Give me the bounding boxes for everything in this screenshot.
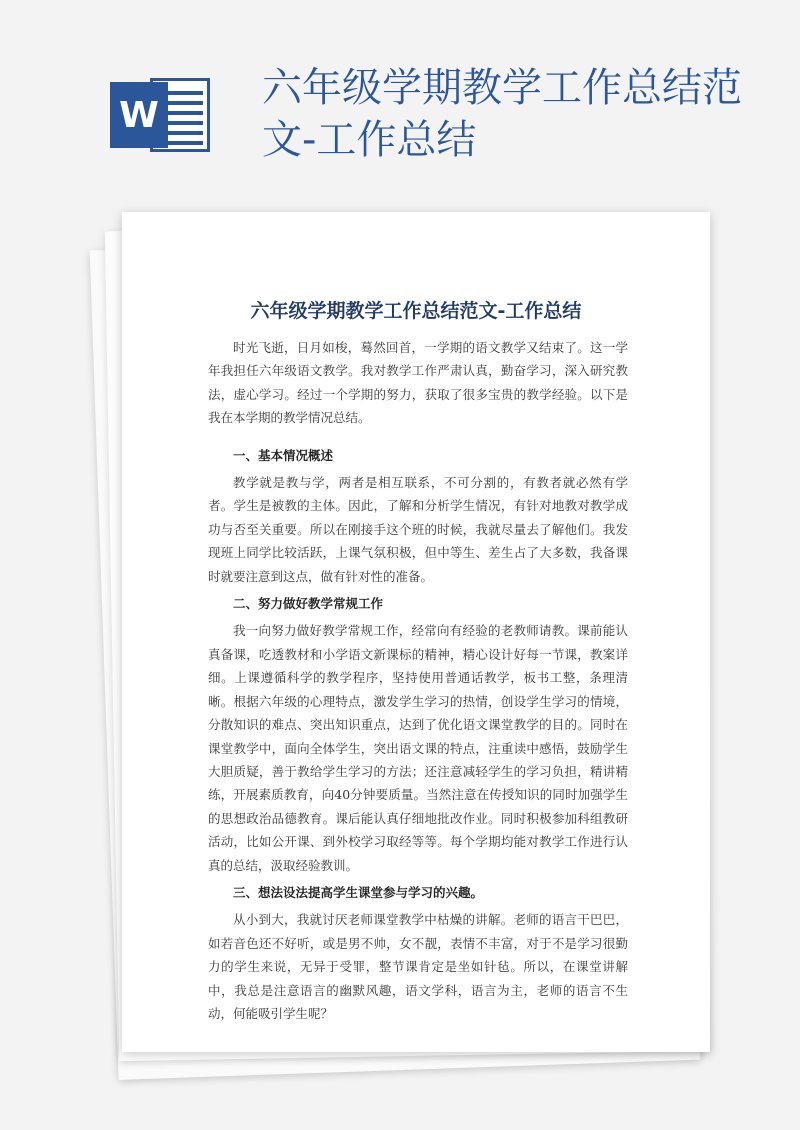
- document-body: [208, 336, 628, 1025]
- page-title: 六年级学期教学工作总结范文-工作总结: [262, 65, 742, 163]
- word-logo-badge: W: [110, 82, 168, 148]
- section-paragraph-3: 从小到大，我就讨厌老师课堂教学中枯燥的讲解。老师的语言干巴巴，如若音色还不好听，或是男不帅，女不靓，表情不丰富，对于不是学习很勤力的学生来说，无异于受罪，整节课肯定是坐如针毡。所以，在课堂讲解中，我总是注意语言的幽默风趣，语文学科，语言为主，老师的语言不生动，何能吸引学生呢？: [208, 912, 628, 1021]
- word-document-icon: [110, 72, 214, 158]
- section-heading-2: 二、努力做好教学常规工作: [233, 596, 384, 612]
- section-paragraph-2: 我一向努力做好教学常规工作，经常向有经验的老教师请教。课前能认真备课，吃透教材和小学语文新课标的精神，精心设计好每一节课，教案详细。上课遵循科学的教学程序，坚持使用普通话教学，板书工整，条理清晰。根据六年级的心理特点，激发学生学习的热情，创设学生学习的情境，分散知识的难点、突出知识重点，达到了优化语文课堂教学的目的。同时在课堂教学中，面向全体学生，突出语文课的特点，注重读中感悟，鼓励学生大胆质疑，善于教给学生学习的方法；还注意减轻学生的学习负担，精讲精练，开展素质教育，向40分钟要质量。当然注意在传授知识的同时加强学生的思想政治品德教育。课后能认真仔细地批改作业。同时积极参加科组教研活动，比如公开课、到外校学习取经等等。每个学期均能对教学工作进行认真的总结，汲取经验教训。: [208, 623, 628, 873]
- section-heading-1: 一、基本情况概述: [233, 447, 334, 463]
- document-title: 六年级学期教学工作总结范文-工作总结: [250, 300, 582, 322]
- intro-paragraph: 时光飞逝，日月如梭，蓦然回首，一学期的语文教学又结束了。这一学年我担任六年级语文教学。我对教学工作严肃认真，勤奋学习，深入研究教法，虚心学习。经过一个学期的努力，获取了很多宝贵的教学经验。以下是我在本学期的教学情况总结。: [208, 340, 628, 426]
- document-page: [122, 212, 710, 1052]
- section-heading-3: 三、想法设法提高学生课堂参与学习的兴趣。: [233, 884, 484, 900]
- header: [0, 0, 800, 200]
- section-paragraph-1: 教学就是教与学，两者是相互联系，不可分割的，有教者就必然有学者。学生是被教的主体。因此，了解和分析学生情况，有针对地教对教学成功与否至关重要。所以在刚接手这个班的时候，我就尽量去了解他们。我发现班上同学比较活跃，上课气氛积极，但中等生、差生占了大多数，我备课时就要注意到这点，做有针对性的准备。: [208, 475, 628, 584]
